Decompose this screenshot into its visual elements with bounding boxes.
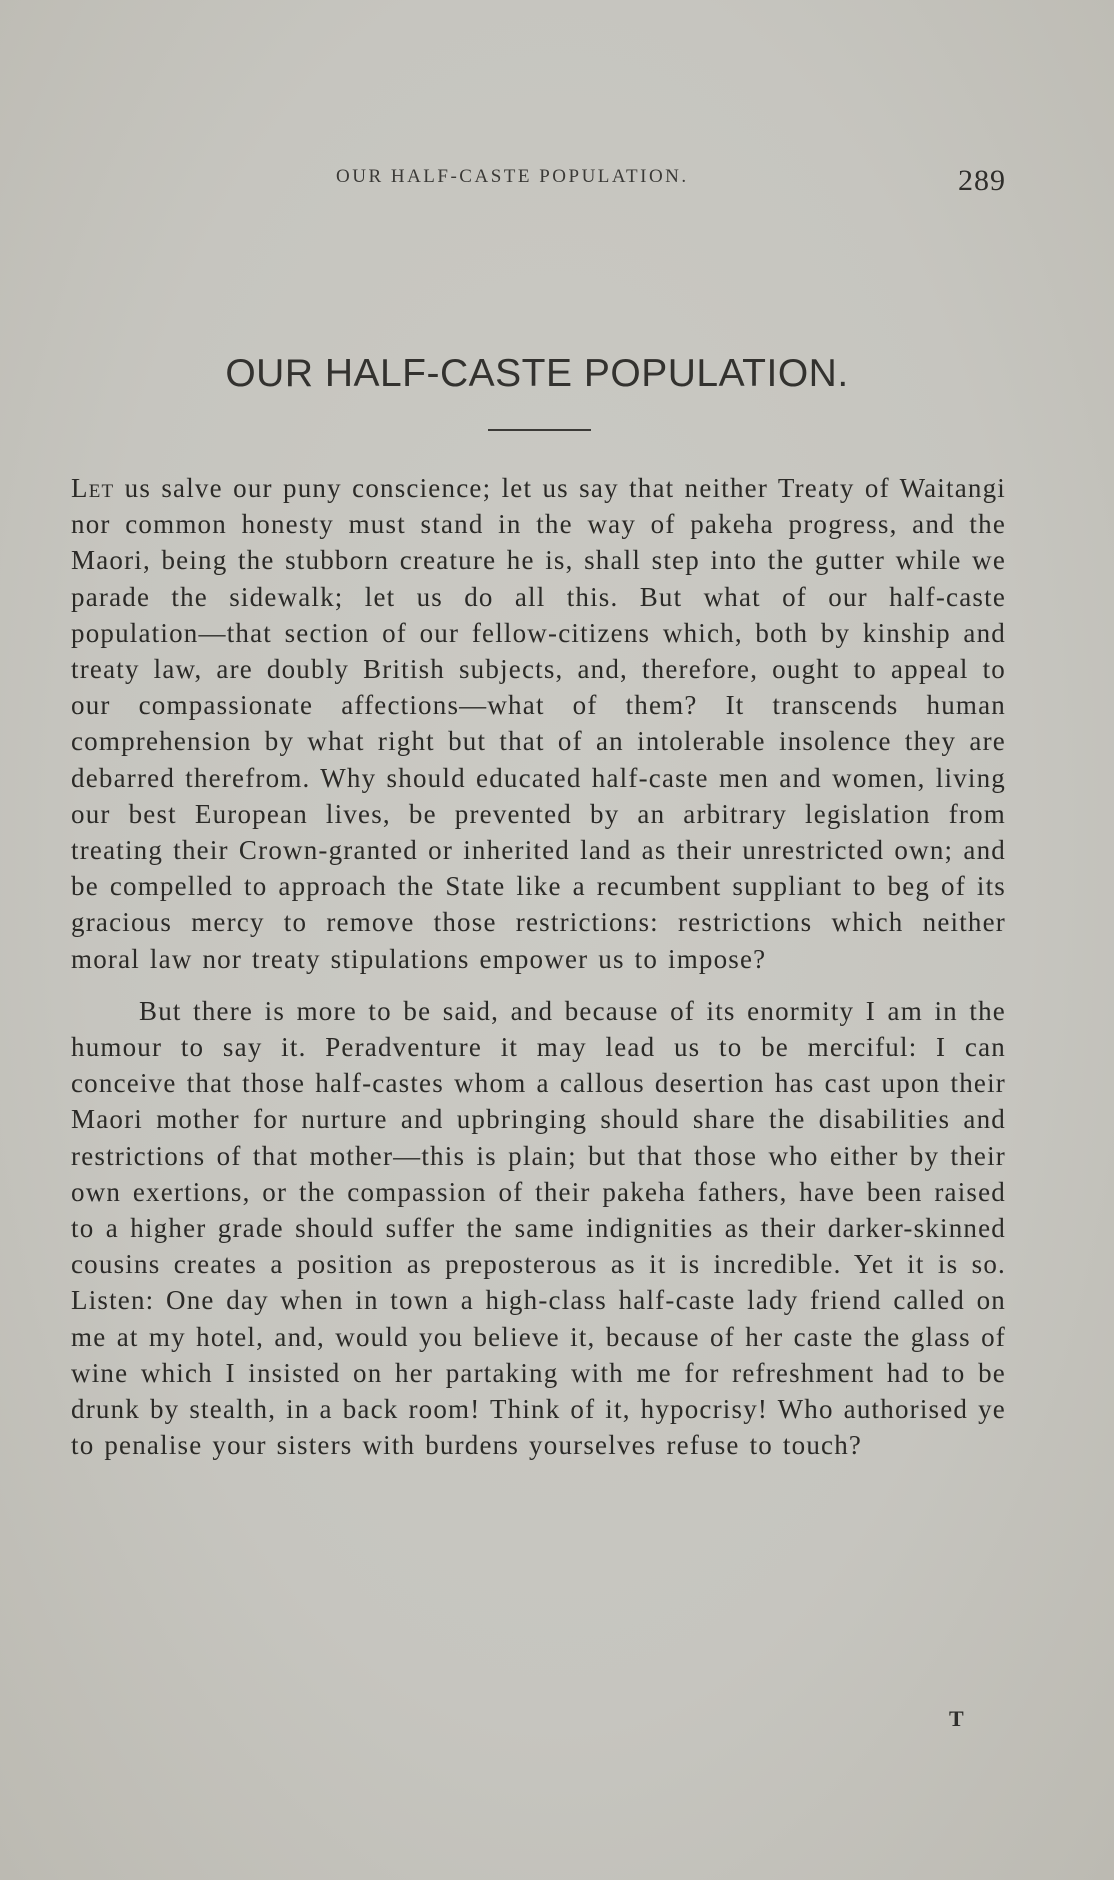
- paragraph-1-lead: Let: [71, 473, 115, 503]
- paragraph-1-text: us salve our puny conscience; let us say that neither Treaty of Waitangi nor common honesty must stand in the way of pakeha progress, and the Maori, being the stubborn creature he is, shall step into the gutter while we parade the sidewalk; let us do all this. But what of our half-caste population—that section of our fellow-citizens which, both by kinship and treaty law, are doubly British subjects, and, therefore, ought to appeal to our compassionate affections—what of them? It transcends human comprehension by what right but that of an intolerable insolence they are debarred therefrom. Why should educated half-caste men and women, living our best European lives, be prevented by an arbitrary legislation from treating their Crown-granted or inherited land as their unrestricted own; and be compelled to approach the State like a recumbent suppliant to beg of its gracious mercy to remove those restrictions: restrictions which neither moral law nor treaty stipulations empower us to impose?: [71, 473, 1006, 974]
- running-title: OUR HALF-CASTE POPULATION.: [336, 166, 689, 187]
- signature-mark: T: [949, 1706, 964, 1731]
- page-number: 289: [958, 164, 1006, 197]
- paragraph-2: But there is more to be said, and because of its enormity I am in the humour to say it. Peradventure it may lead us to be merciful: I can conceive that those half-castes whom a callous desertion has cast upon their Maori mother for nurture and upbringing should share the disabilities and restrictions of that mother—this is plain; but that those who either by their own exertions, or the compassion of their pakeha fathers, have been raised to a higher grade should suffer the same indignities as their darker-skinned cousins creates a position as preposterous as it is incredible. Yet it is so. Listen: One day when in town a high-class half-caste lady friend called on me at my hotel, and, would you believe it, because of her caste the glass of wine which I insisted on her partaking with me for refreshment had to be drunk by stealth, in a back room! Think of it, hypocrisy! Who authorised ye to penalise your sisters with burdens yourselves refuse to touch?: [71, 995, 1006, 1461]
- paragraph-1: [71, 470, 1006, 977]
- chapter-title: OUR HALF-CASTE POPULATION.: [225, 352, 849, 395]
- title-divider: [488, 429, 591, 431]
- body-text: [71, 470, 1006, 1463]
- running-header: [0, 164, 1114, 197]
